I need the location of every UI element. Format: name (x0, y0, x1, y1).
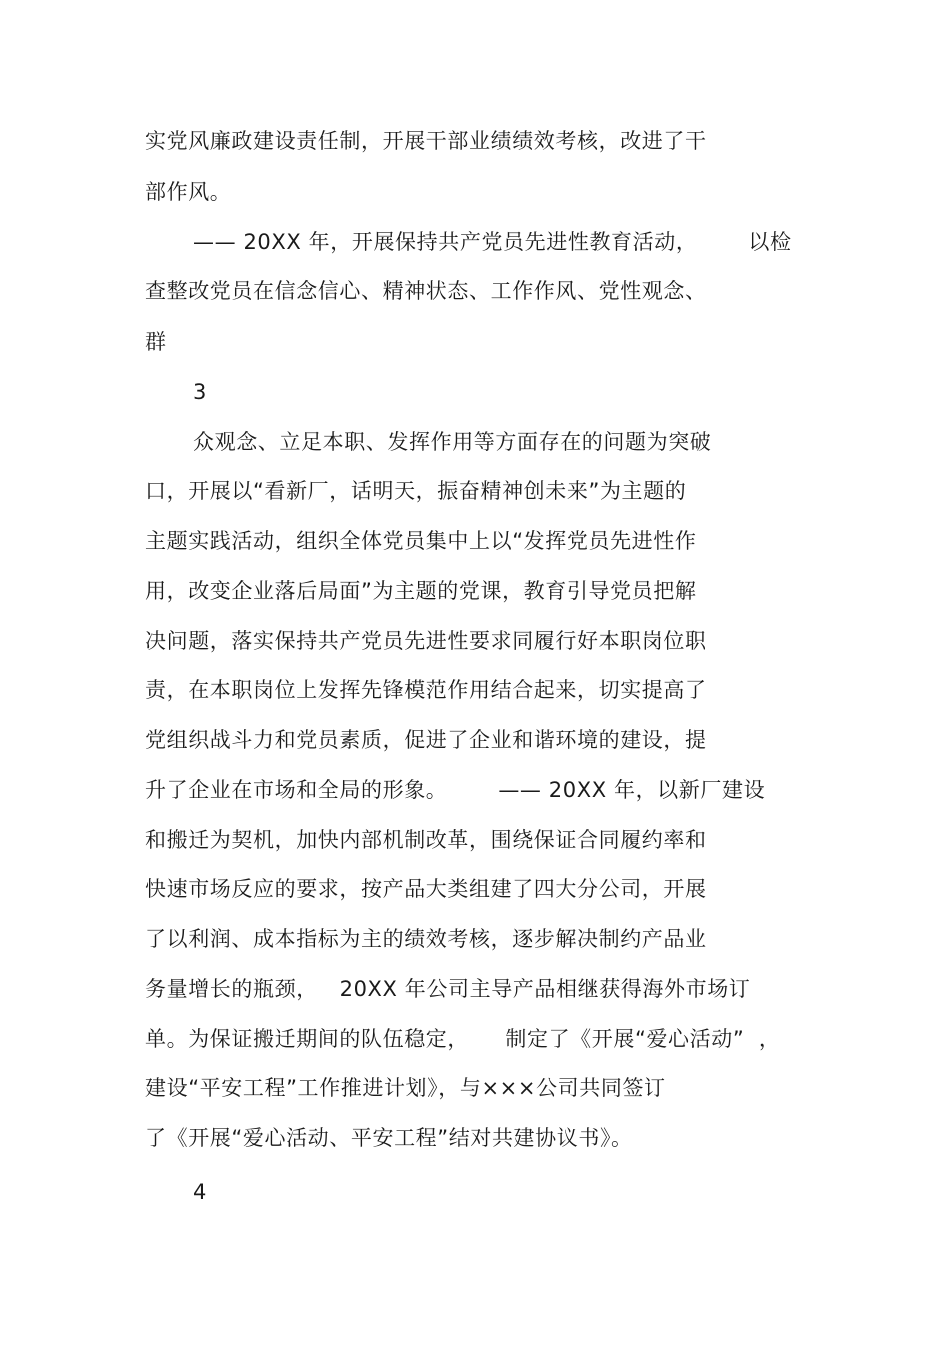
text-line: 建设“平安工程”工作推进计划》，与×××公司共同签订 (145, 1076, 666, 1100)
text-line: 众观念、立足本职、发挥作用等方面存在的问题为突破 (193, 430, 712, 454)
text-line: 党组织战斗力和党员素质，促进了企业和谐环境的建设，提 (145, 728, 707, 752)
text-line: 主题实践活动，组织全体党员集中上以“发挥党员先进性作 (145, 529, 697, 553)
text-line: —— 20XX 年，开展保持共产党员先进性教育活动， 以检 (193, 230, 792, 254)
text-line: 了《开展“爱心活动、平安工程”结对共建协议书》。 (145, 1126, 633, 1150)
text-line: 单。为保证搬迁期间的队伍稳定， 制定了《开展“爱心活动” ， (145, 1027, 781, 1051)
text-line: 快速市场反应的要求，按产品大类组建了四大分公司，开展 (145, 877, 707, 901)
text-line: 了以利润、成本指标为主的绩效考核，逐步解决制约产品业 (145, 927, 707, 951)
text-line: 升了企业在市场和全局的形象。 —— 20XX 年，以新厂建设 (145, 778, 766, 802)
text-line: 口，开展以“看新厂，话明天，振奋精神创未来”为主题的 (145, 479, 687, 503)
text-line: 责，在本职岗位上发挥先锋模范作用结合起来，切实提高了 (145, 678, 707, 702)
text-line: 用，改变企业落后局面”为主题的党课，教育引导党员把解 (145, 579, 697, 603)
text-line: 查整改党员在信念信心、精神状态、工作作风、党性观念、 (145, 279, 707, 303)
text-line: 决问题，落实保持共产党员先进性要求同履行好本职岗位职 (145, 629, 707, 653)
text-line: 和搬迁为契机，加快内部机制改革，围绕保证合同履约率和 (145, 828, 707, 852)
page-number: 3 (193, 380, 207, 404)
text-line: 部作风。 (145, 180, 232, 204)
text-line: 实党风廉政建设责任制，开展干部业绩绩效考核，改进了干 (145, 129, 707, 153)
text-line: 务量增长的瓶颈， 20XX 年公司主导产品相继获得海外市场订 (145, 977, 751, 1001)
page-number: 4 (193, 1180, 207, 1204)
text-line: 群 (145, 330, 167, 354)
